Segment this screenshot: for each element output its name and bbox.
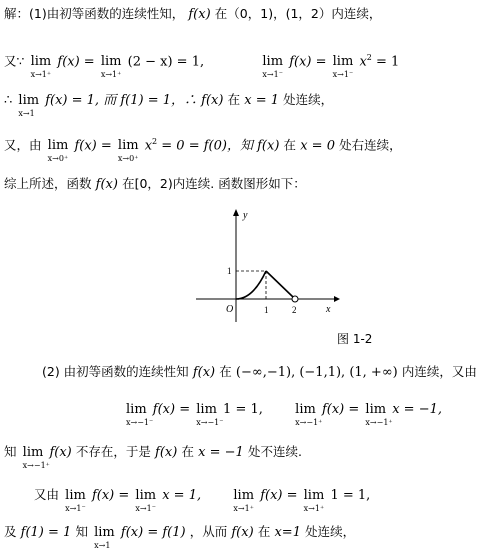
math: f(x) bbox=[201, 93, 224, 108]
lim-word: lim bbox=[295, 402, 316, 417]
lim-sub: x→1⁺ bbox=[100, 70, 122, 80]
text: 在 bbox=[257, 524, 271, 539]
limit bbox=[262, 54, 284, 80]
lim-sub: x→1⁻ bbox=[135, 504, 156, 513]
text-line-4 bbox=[4, 134, 402, 164]
text: 内连续，又由 bbox=[401, 364, 477, 379]
text: 在 bbox=[219, 364, 232, 379]
text: 不存在，于是 bbox=[75, 444, 151, 459]
lim-sub: x→−1⁺ bbox=[295, 418, 323, 427]
math: f(x) = bbox=[289, 54, 327, 70]
y-axis-arrow bbox=[233, 209, 239, 216]
lim-word: lim bbox=[196, 402, 217, 417]
limit bbox=[100, 54, 122, 80]
limit bbox=[295, 402, 323, 427]
text: 处不连续. bbox=[247, 444, 302, 459]
lim-sub: x→1⁻ bbox=[65, 504, 86, 513]
math: f(x) bbox=[155, 445, 178, 460]
math: x = 0 bbox=[300, 138, 335, 154]
text: (2) 由初等函数的连续性知 bbox=[42, 364, 189, 379]
lim-sub: x→1⁻ bbox=[262, 70, 283, 80]
lim-word: lim bbox=[262, 54, 284, 70]
text-line-7 bbox=[124, 402, 443, 427]
function-graph bbox=[188, 204, 348, 324]
axis-label-y: y bbox=[243, 210, 248, 221]
limit bbox=[65, 488, 86, 513]
math: x bbox=[359, 54, 367, 70]
exponent: 2 bbox=[366, 53, 372, 62]
lim-sub: x→−1⁻ bbox=[196, 418, 224, 427]
math: x = −1, bbox=[392, 402, 443, 417]
math: f(x) bbox=[192, 365, 216, 380]
math: f(x) bbox=[231, 525, 254, 540]
lim-word: lim bbox=[18, 93, 40, 108]
math: f(x) bbox=[95, 177, 118, 192]
text: 处右连续， bbox=[339, 137, 402, 153]
math: f(x) bbox=[188, 7, 211, 22]
limit bbox=[94, 525, 115, 550]
limit bbox=[135, 488, 157, 513]
line-2-minus-x bbox=[266, 271, 293, 297]
lim-word: lim bbox=[135, 488, 157, 503]
lim-sub: x→1⁺ bbox=[30, 70, 52, 80]
math: 1 = 1, bbox=[330, 488, 371, 503]
math: f(x) = 1, 而 f(1) = 1，∴ bbox=[45, 93, 197, 108]
math: f(x) bbox=[49, 445, 72, 460]
math: f(x) bbox=[257, 138, 280, 154]
limit bbox=[47, 138, 69, 164]
curve-x-squared bbox=[236, 271, 266, 299]
lim-word: lim bbox=[22, 445, 44, 460]
origin-label: O bbox=[226, 304, 234, 315]
math: x bbox=[144, 138, 153, 154]
text: 又由 bbox=[34, 487, 60, 502]
lim-word: lim bbox=[126, 402, 147, 417]
text-line-6 bbox=[42, 364, 477, 381]
math: f(x) = bbox=[57, 54, 95, 70]
text-line-5 bbox=[4, 176, 306, 193]
lim-word: lim bbox=[332, 54, 354, 70]
lim-word: lim bbox=[365, 402, 387, 417]
text: 综上所述，函数 bbox=[4, 176, 92, 191]
lim-sub: x→1⁺ bbox=[233, 504, 254, 513]
lim-word: lim bbox=[94, 525, 115, 540]
text: 在 bbox=[227, 92, 241, 107]
text: 在 bbox=[181, 444, 194, 459]
math: 1 = 1, bbox=[223, 402, 263, 417]
lim-word: lim bbox=[303, 488, 325, 503]
open-point bbox=[292, 296, 298, 302]
axis-label-x: x bbox=[326, 304, 331, 315]
text: 在（0，1)，(1，2）内连续， bbox=[214, 6, 382, 21]
lim-sub: x→1⁻ bbox=[332, 70, 354, 80]
text: 及 bbox=[4, 524, 17, 539]
tick-label-y1: 1 bbox=[227, 266, 232, 276]
lim-sub: x→1 bbox=[94, 541, 111, 550]
text: ，从而 bbox=[189, 524, 228, 539]
text: 又∵ bbox=[4, 53, 25, 69]
text: 处连续， bbox=[283, 92, 334, 107]
math: = 1 bbox=[376, 54, 400, 70]
limit bbox=[365, 402, 393, 427]
text: 处连续， bbox=[305, 524, 356, 539]
lim-sub: x→1⁺ bbox=[303, 504, 325, 513]
math: f(x) = f(1) bbox=[120, 525, 186, 540]
math: f(x) = bbox=[321, 402, 360, 417]
limit bbox=[22, 445, 50, 470]
math: ∴ bbox=[4, 93, 13, 108]
lim-sub: x→−1⁻ bbox=[126, 418, 154, 427]
lim-sub: x→−1⁺ bbox=[22, 461, 50, 470]
lim-word: lim bbox=[233, 488, 255, 503]
text: 知 bbox=[75, 524, 88, 539]
exponent: 2 bbox=[152, 137, 158, 146]
text-line-9 bbox=[34, 487, 371, 513]
lim-sub: x→0⁺ bbox=[47, 154, 69, 164]
math: x = 1 bbox=[244, 93, 279, 108]
lim-sub: x→−1⁺ bbox=[365, 418, 393, 427]
lim-word: lim bbox=[65, 488, 86, 503]
math: f(x) = bbox=[74, 138, 112, 154]
limit bbox=[196, 402, 224, 427]
text-line-2 bbox=[4, 50, 400, 80]
lim-sub: x→1 bbox=[18, 109, 35, 118]
lim-sub: x→0⁺ bbox=[117, 154, 139, 164]
text: 知 bbox=[4, 444, 17, 459]
math: (−∞,−1), (−1,1), (1, +∞) bbox=[235, 365, 398, 380]
lim-word: lim bbox=[30, 54, 52, 70]
math: f(x) = bbox=[260, 488, 298, 503]
math: = 0 = f(0)，知 bbox=[161, 138, 253, 154]
text-line-8 bbox=[4, 444, 302, 470]
math: x=1 bbox=[274, 525, 301, 540]
limit bbox=[18, 93, 40, 118]
math: x = −1 bbox=[198, 445, 244, 460]
text-line-1 bbox=[4, 6, 381, 23]
text: 在 bbox=[283, 137, 297, 153]
limit bbox=[30, 54, 52, 80]
lim-word: lim bbox=[117, 138, 139, 154]
text: 在[0，2)内连续. 函数图形如下： bbox=[122, 176, 306, 191]
limit bbox=[332, 54, 354, 80]
figure-caption: 图 1-2 bbox=[337, 332, 373, 346]
text: 又，由 bbox=[4, 137, 42, 153]
math: f(x) = bbox=[91, 488, 130, 503]
math: f(1) = 1 bbox=[20, 525, 72, 540]
text-line-10 bbox=[4, 524, 356, 550]
limit bbox=[233, 488, 255, 513]
x-axis-arrow bbox=[334, 296, 340, 302]
limit bbox=[126, 402, 154, 427]
math: f(x) = bbox=[152, 402, 191, 417]
lim-word: lim bbox=[47, 138, 69, 154]
math: (2 − x) = 1, bbox=[127, 54, 205, 70]
tick-label-x2: 2 bbox=[292, 305, 297, 315]
text: 解：(1)由初等函数的连续性知， bbox=[4, 6, 185, 21]
math: x = 1, bbox=[162, 488, 202, 503]
limit bbox=[117, 138, 139, 164]
lim-word: lim bbox=[100, 54, 122, 70]
text-line-3 bbox=[4, 92, 334, 118]
tick-label-x1: 1 bbox=[264, 305, 269, 315]
limit bbox=[303, 488, 325, 513]
